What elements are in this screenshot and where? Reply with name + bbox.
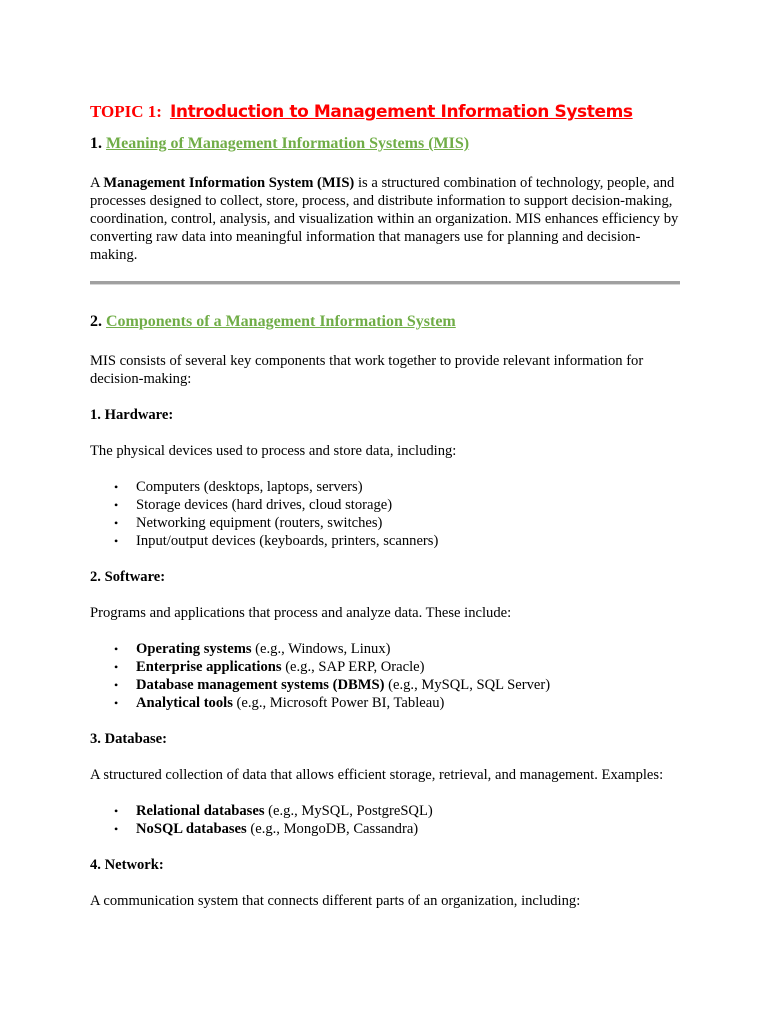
hardware-heading: 1. Hardware: <box>90 407 174 423</box>
list-item <box>114 820 680 838</box>
hardware-list <box>90 478 680 550</box>
network-heading: 4. Network: <box>90 857 164 873</box>
list-item-term: NoSQL databases <box>136 821 247 837</box>
section-heading-components <box>90 310 680 334</box>
list-item <box>114 640 680 658</box>
software-list <box>90 640 680 712</box>
list-item-term: Relational databases <box>136 803 265 819</box>
list-item-text: Input/output devices (keyboards, printers, scanners) <box>136 533 439 549</box>
list-item-text: Networking equipment (routers, switches) <box>136 515 383 531</box>
section-title-meaning[interactable]: Meaning of Management Information Systems (MIS) <box>106 135 470 152</box>
topic-label: TOPIC 1: <box>90 102 162 121</box>
bullet-icon: • <box>114 804 119 818</box>
section-number: 2. <box>90 313 102 330</box>
definition-body: is a structured combination of technology, people, and processes designed to collect, store, process, and distribute information to support decision-making, coordination, control, analysis, and visualization within an organization. MIS enhances efficiency by converting raw data into meaningful information that managers use for planning and decision-making. <box>90 175 679 263</box>
list-item-text: (e.g., MySQL, SQL Server) <box>384 677 551 693</box>
list-item-term: Enterprise applications <box>136 659 282 675</box>
section-heading-meaning <box>90 132 680 156</box>
list-item <box>114 694 680 712</box>
document-page <box>90 92 680 910</box>
list-item-text: (e.g., MySQL, PostgreSQL) <box>264 803 433 819</box>
mis-definition-paragraph <box>90 174 680 264</box>
components-intro: MIS consists of several key components that work together to provide relevant information for decision-making: <box>90 353 644 387</box>
list-item-text: Computers (desktops, laptops, servers) <box>136 479 363 495</box>
software-description: Programs and applications that process and analyze data. These include: <box>90 605 512 621</box>
list-item-text: (e.g., MongoDB, Cassandra) <box>246 821 419 837</box>
software-heading: 2. Software: <box>90 569 166 585</box>
definition-term: Management Information System (MIS) <box>103 175 355 191</box>
bullet-icon: • <box>114 642 119 656</box>
list-item-text: (e.g., Microsoft Power BI, Tableau) <box>232 695 445 711</box>
bullet-icon: • <box>114 534 119 548</box>
definition-prefix: A <box>90 175 104 191</box>
bullet-icon: • <box>114 822 119 836</box>
database-description: A structured collection of data that allows efficient storage, retrieval, and management. Examples: <box>90 767 664 783</box>
database-heading: 3. Database: <box>90 731 168 747</box>
bullet-icon: • <box>114 660 119 674</box>
horizontal-divider <box>90 281 680 285</box>
list-item-term: Analytical tools <box>136 695 233 711</box>
section-number: 1. <box>90 135 102 152</box>
list-item <box>114 658 680 676</box>
list-item-text: (e.g., SAP ERP, Oracle) <box>281 659 425 675</box>
list-item-term: Operating systems <box>136 641 252 657</box>
list-item-text: (e.g., Windows, Linux) <box>251 641 391 657</box>
topic-heading <box>90 92 680 120</box>
list-item <box>114 532 680 550</box>
network-description: A communication system that connects different parts of an organization, including: <box>90 893 581 909</box>
bullet-icon: • <box>114 696 119 710</box>
bullet-icon: • <box>114 480 119 494</box>
list-item <box>114 802 680 820</box>
list-item-text: Storage devices (hard drives, cloud storage) <box>136 497 393 513</box>
list-item-term: Database management systems (DBMS) <box>136 677 385 693</box>
database-list <box>90 802 680 838</box>
bullet-icon: • <box>114 516 119 530</box>
list-item <box>114 478 680 496</box>
topic-title[interactable]: Introduction to Management Information Systems <box>169 102 633 122</box>
list-item <box>114 514 680 532</box>
list-item <box>114 496 680 514</box>
list-item <box>114 676 680 694</box>
bullet-icon: • <box>114 678 119 692</box>
section-title-components[interactable]: Components of a Management Information System <box>106 313 456 330</box>
hardware-description: The physical devices used to process and store data, including: <box>90 443 457 459</box>
bullet-icon: • <box>114 498 119 512</box>
